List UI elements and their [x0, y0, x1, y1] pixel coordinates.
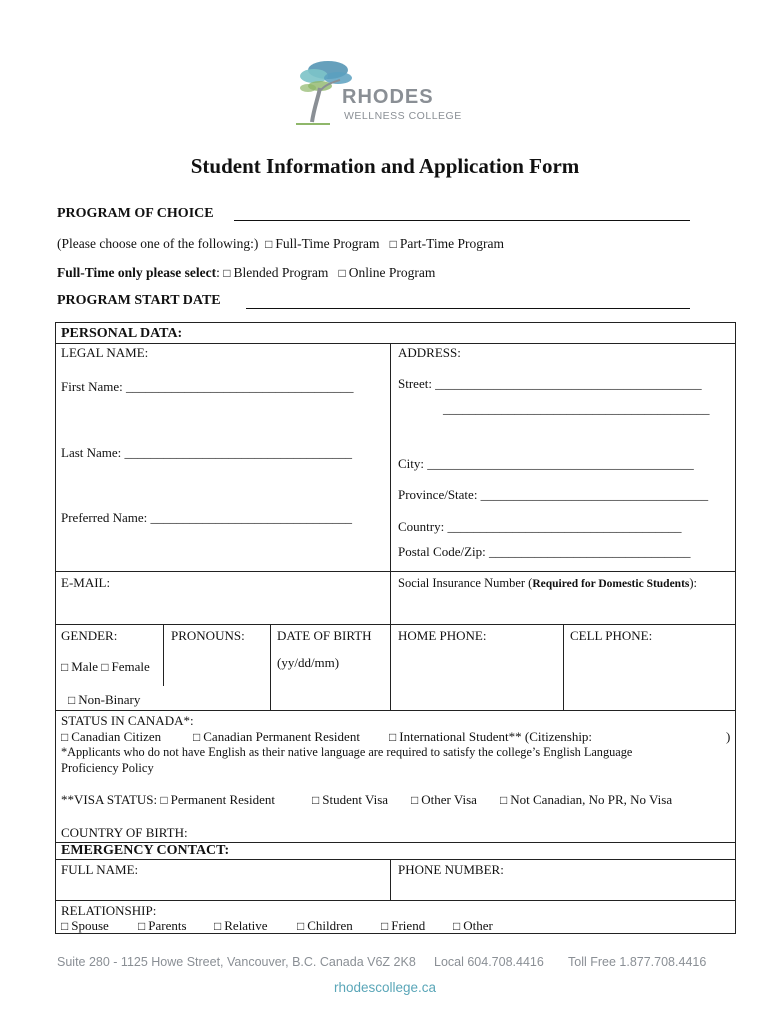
sin-label: Social Insurance Number (: [398, 576, 533, 590]
non-binary-option: [68, 692, 140, 708]
full-time-label: Full-Time Program: [275, 236, 380, 251]
sin-required-note: Required for Domestic Students: [532, 578, 690, 590]
visa-none-option: [500, 792, 672, 808]
blended-label: Blended Program: [233, 265, 329, 280]
emergency-header: EMERGENCY CONTACT:: [61, 843, 230, 858]
other-checkbox[interactable]: □: [453, 919, 461, 933]
last-name-field[interactable]: Last Name: ___________________________________: [61, 445, 353, 460]
relationship-options: [61, 918, 109, 934]
sin-label-end: ):: [689, 576, 698, 590]
other-option: [453, 918, 493, 934]
visa-student-checkbox[interactable]: □: [312, 793, 320, 807]
visa-other-option: [411, 792, 477, 808]
citizenship-paren: ): [726, 729, 731, 744]
citizen-label: Canadian Citizen: [71, 729, 162, 744]
visa-status-label: **VISA STATUS:: [61, 792, 158, 807]
relative-option: [214, 918, 268, 934]
visa-student-option: [312, 792, 388, 808]
personal-data-header: PERSONAL DATA:: [61, 326, 183, 341]
other-label: Other: [463, 918, 493, 933]
province-field[interactable]: Province/State: ___________________________________: [398, 487, 709, 502]
pr-option: [193, 729, 360, 745]
program-type-row: [57, 236, 504, 252]
visa-status-row: [61, 792, 275, 808]
part-time-checkbox[interactable]: □: [389, 237, 397, 251]
friend-option: [381, 918, 425, 934]
male-label: Male: [71, 659, 98, 674]
female-label: Female: [111, 659, 150, 674]
footer-address: Suite 280 - 1125 Howe Street, Vancouver, B.C. Canada V6Z 2K8: [57, 955, 416, 969]
country-of-birth-field[interactable]: COUNTRY OF BIRTH:: [61, 825, 188, 840]
form-title: Student Information and Application Form: [190, 154, 580, 178]
gender-options: [61, 659, 150, 675]
visa-student-label: Student Visa: [322, 792, 389, 807]
program-choose-text: (Please choose one of the following:): [57, 236, 259, 251]
spouse-label: Spouse: [71, 918, 109, 933]
online-checkbox[interactable]: □: [338, 266, 346, 280]
relationship-label: RELATIONSHIP:: [61, 903, 157, 918]
sin-field[interactable]: [398, 576, 697, 591]
dob-format: (yy/dd/mm): [277, 655, 340, 670]
dob-label: DATE OF BIRTH: [277, 628, 372, 643]
visa-pr-label: Permanent Resident: [170, 792, 275, 807]
english-note-2: Proficiency Policy: [61, 761, 154, 775]
spouse-checkbox[interactable]: □: [61, 919, 69, 933]
parents-checkbox[interactable]: □: [138, 919, 146, 933]
program-start-label: PROGRAM START DATE: [57, 293, 221, 308]
footer-toll-free: Toll Free 1.877.708.4416: [568, 955, 707, 969]
children-checkbox[interactable]: □: [297, 919, 305, 933]
pronouns-field[interactable]: PRONOUNS:: [171, 628, 245, 643]
non-binary-label: Non-Binary: [78, 692, 141, 707]
intl-label: International Student** (Citizenship:: [399, 729, 593, 744]
visa-other-label: Other Visa: [421, 792, 477, 807]
children-option: [297, 918, 353, 934]
street-field[interactable]: Street: _________________________________________: [398, 376, 702, 391]
intl-checkbox[interactable]: □: [389, 730, 397, 744]
children-label: Children: [307, 918, 353, 933]
cell-phone-field[interactable]: CELL PHONE:: [570, 628, 653, 643]
legal-name-label: LEGAL NAME:: [61, 345, 149, 360]
non-binary-checkbox[interactable]: □: [68, 693, 76, 707]
visa-none-checkbox[interactable]: □: [500, 793, 508, 807]
pr-label: Canadian Permanent Resident: [203, 729, 360, 744]
home-phone-field[interactable]: HOME PHONE:: [398, 628, 487, 643]
parents-label: Parents: [148, 918, 187, 933]
citizen-checkbox[interactable]: □: [61, 730, 69, 744]
program-choice-label: PROGRAM OF CHOICE: [57, 206, 214, 221]
address-label: ADDRESS:: [398, 345, 461, 360]
relative-label: Relative: [224, 918, 268, 933]
pr-checkbox[interactable]: □: [193, 730, 201, 744]
program-start-field[interactable]: [246, 308, 690, 309]
city-field[interactable]: City: _________________________________________: [398, 456, 694, 471]
email-field[interactable]: E-MAIL:: [61, 575, 111, 590]
emergency-phone-field[interactable]: PHONE NUMBER:: [398, 862, 504, 877]
full-time-checkbox[interactable]: □: [265, 237, 273, 251]
preferred-name-field[interactable]: Preferred Name: _______________________________: [61, 510, 353, 525]
street2-field[interactable]: _________________________________________: [443, 401, 710, 416]
college-name: RHODES: [342, 86, 434, 108]
online-label: Online Program: [348, 265, 436, 280]
female-checkbox[interactable]: □: [101, 660, 109, 674]
visa-none-label: Not Canadian, No PR, No Visa: [510, 792, 673, 807]
friend-label: Friend: [391, 918, 426, 933]
full-time-select-label: Full-Time only please select: [57, 265, 217, 280]
college-subtitle: WELLNESS COLLEGE: [344, 110, 462, 122]
footer-website-link[interactable]: rhodescollege.ca: [333, 980, 437, 995]
status-label: STATUS IN CANADA*:: [61, 713, 194, 728]
program-choice-field[interactable]: [234, 220, 690, 221]
male-checkbox[interactable]: □: [61, 660, 69, 674]
intl-option: [389, 729, 592, 745]
visa-pr-checkbox[interactable]: □: [160, 793, 168, 807]
relative-checkbox[interactable]: □: [214, 919, 222, 933]
visa-other-checkbox[interactable]: □: [411, 793, 419, 807]
first-name-field[interactable]: First Name: ___________________________________: [61, 379, 354, 394]
parents-option: [138, 918, 187, 934]
postal-code-field[interactable]: Postal Code/Zip: _______________________________: [398, 544, 691, 559]
part-time-label: Part-Time Program: [399, 236, 504, 251]
footer-local-phone: Local 604.708.4416: [434, 955, 544, 969]
emergency-name-field[interactable]: FULL NAME:: [61, 862, 139, 877]
friend-checkbox[interactable]: □: [381, 919, 389, 933]
full-time-select-row: Full-Time only please select: □ Blended Program □ Online Program: [57, 265, 436, 280]
country-field[interactable]: Country: ____________________________________: [398, 519, 682, 534]
gender-label: GENDER:: [61, 628, 118, 643]
status-options: [61, 729, 161, 745]
blended-checkbox[interactable]: □: [223, 266, 231, 280]
english-note: *Applicants who do not have English as their native language are required to satisfy the college’s English Language: [61, 745, 633, 759]
